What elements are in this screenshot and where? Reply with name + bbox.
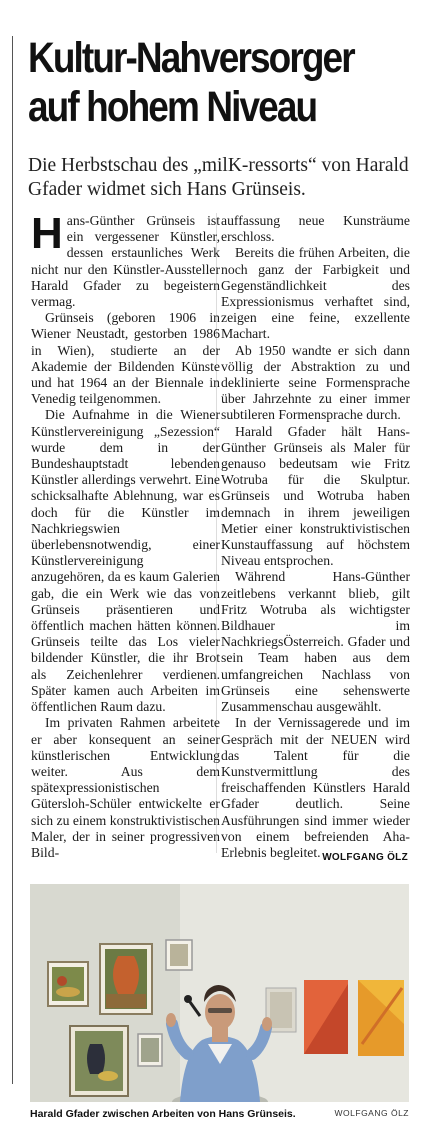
paragraph: Die Aufnahme in die Wiener Künstlervereinigung „Sezession“ wurde dem in der Bundeshauptstadt lebenden Künstler allerdings verwehrt. Eine schicksalhafte Ablehnung, war es doch für die Künstler im Nachkriegswien überlebensnotwendig, einer Künstlervereinigung anzugehören, da es kaum Galerien gab, die ein Werk wie das von Grünseis präsentieren und öffentlich machen hätten können. Grünseis teilte das Los vieler bildender Künstler, die ihr Brot als Zeichenlehrer verdienen. Später kamen auch Arbeiten im öffentlichen Raum dazu. [31,407,220,715]
left-margin-rule [12,36,13,1084]
painting-vase [100,944,152,1014]
painting-small-2 [138,1034,162,1066]
headline-line-2: auf hohem Niveau [28,83,317,131]
paragraph: Grünseis (geboren 1906 in Wiener Neustadt, gestorben 1986 in Wien), studierte an der Akademie der Bildenden Künste und hat 1964 an der Biennale in Venedig teilgenommen. [31,310,220,407]
paragraph: Im privaten Rahmen arbeitete er aber konsequent an seiner künstlerischen Entwicklung weiter. Aus dem spätexpressionistischen Gütersloh-Schüler entwickelte er sich zu einem konstruktivistischen Maler, der in seiner progressiven Bild- [31,715,220,860]
painting-still-life-2 [70,1026,128,1096]
photo-caption: Harald Gfader zwischen Arbeiten von Hans Grünseis. [30,1108,296,1120]
headline-line-1: Kultur-Nahversorger [28,34,354,82]
paragraph: Während Hans-Günther zeitlebens verkannt blieb, gilt Fritz Wotruba als wichtigster Bildhauer im NachkriegsÖsterreich. Gfader und sein Team haben aus dem umfangreichen Nachlass von Grünseis eine sehenswerte Zusammenschau ausgewählt. [221,569,410,715]
article-column-right [221,213,410,861]
painting-abstract-2 [358,980,404,1056]
article-subhead: Die Herbstschau des „milK-ressorts“ von Harald Gfader widmet sich Hans Grünseis. [28,155,409,200]
paragraph: Bereits die frühen Arbeiten, die noch ganz der Farbigkeit und Gegenständlichkeit des Expressionismus verhaftet sind, zeigen eine feine, exzellente Machart. [221,245,410,342]
photo-credit: WOLFGANG ÖLZ [334,1108,409,1118]
gallery-scene-image [30,884,409,1102]
paragraph: Hans-Günther Grünseis ist ein vergessener Künstler, dessen erstaunliches Werk nicht nur den Künstler-Aussteller Harald Gfader zu begeistern vermag. [31,209,220,310]
drop-cap: H [31,209,63,258]
painting-small [166,940,192,970]
painting-abstract-1 [304,980,348,1054]
photo-caption-bar [30,1108,409,1120]
painting-still-life-1 [48,962,88,1006]
author-byline: WOLFGANG ÖLZ [322,852,408,863]
paragraph: In der Vernissagerede und im Gespräch mit der NEUEN wird das Talent für die Kunstvermittlung des freischaffenden Künstlers Harald Gfader deutlich. Seine Ausführungen sind immer wieder von einem befreienden Aha-Erlebnis begleitet. [221,715,410,860]
paragraph: auffassung neue Kunsträume erschloss. [221,213,410,245]
article-column-left [31,209,220,861]
article-headline [28,34,363,132]
paragraph: Ab 1950 wandte er sich dann völlig der Abstraktion zu und deklinierte seine Formensprache über Jahrzehnte zu einer immer subtileren Formensprache durch. [221,342,410,423]
article-photo [30,884,409,1102]
paragraph: Harald Gfader hält Hans-Günther Grünseis als Maler für genauso bedeutsam wie Fritz Wotruba für die Skulptur. Grünseis und Wotruba haben demnach in ihrem jeweiligen Metier einer konstruktivistischen Kunstauffassung auf höchstem Niveau entsprochen. [221,423,410,569]
